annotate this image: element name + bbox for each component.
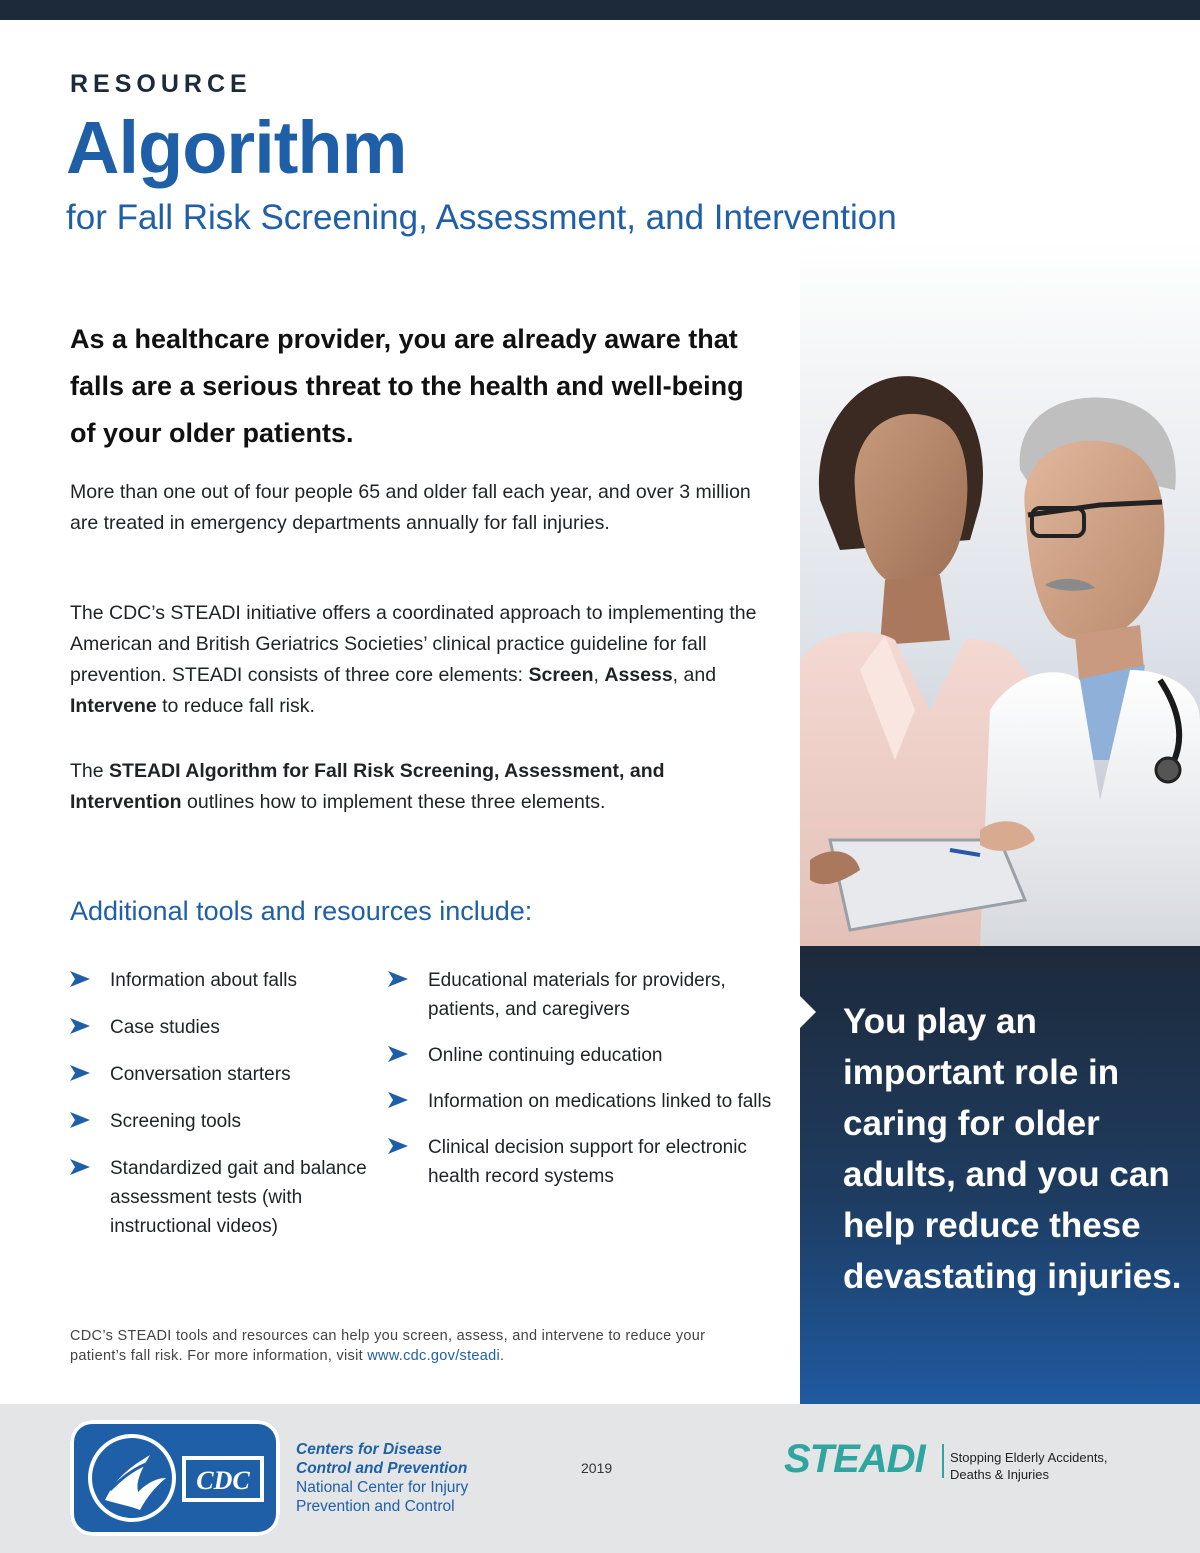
p2-sep-2: , and (672, 664, 717, 686)
list-item (70, 966, 370, 995)
list-item-text: Standardized gait and balance assessment tests (with instructional videos) (110, 1158, 367, 1237)
screen-term: Screen (528, 664, 594, 686)
page-title: Algorithm (66, 106, 407, 189)
quote-text: You play an important role in caring for older adults, and you can help reduce these devastating injuries. (843, 1002, 1182, 1296)
woman-face (855, 414, 968, 588)
page-subtitle: for Fall Risk Screening, Assessment, and Intervention (66, 198, 897, 237)
agency-line-1: Centers for Disease (296, 1441, 442, 1458)
list-item-text: Conversation starters (110, 1064, 291, 1085)
list-item-text: Case studies (110, 1017, 220, 1038)
list-item (388, 1087, 788, 1116)
chevron-right-icon (70, 1112, 90, 1128)
list-item (388, 966, 788, 1024)
list-item-text: Educational materials for providers, patients, and caregivers (428, 970, 726, 1020)
agency-line-4: Prevention and Control (296, 1498, 455, 1515)
footnote (70, 1326, 720, 1366)
list-item-text: Screening tools (110, 1111, 241, 1132)
agency-name (296, 1440, 468, 1516)
steadi-logo-wordmark: STEADI (784, 1437, 925, 1481)
statistics-paragraph: More than one out of four people 65 and older fall each year, and over 3 million are treated in emergency departments annually for fall injuries. (70, 481, 751, 534)
agency-line-2: Control and Prevention (296, 1460, 468, 1477)
tools-list-left (70, 966, 370, 1259)
tools-heading: Additional tools and resources include: (70, 896, 533, 926)
providers-photo (800, 240, 1200, 946)
chevron-right-icon (70, 971, 90, 987)
steadi-tagline: Stopping Elderly Accidents, Deaths & Injuries (950, 1450, 1108, 1482)
agency-line-3: National Center for Injury (296, 1479, 469, 1496)
cdc-badge-text: CDC (196, 1466, 250, 1495)
top-bar (0, 0, 1200, 20)
p2-text-end: to reduce fall risk. (156, 695, 315, 717)
steadi-divider (942, 1444, 944, 1478)
p2-sep-1: , (593, 664, 605, 686)
chevron-right-icon (70, 1065, 90, 1081)
quote-notch (800, 996, 816, 1028)
algorithm-name: STEADI Algorithm for Fall Risk Screening, Assessment, and Intervention (70, 760, 665, 813)
tools-list-right (388, 966, 788, 1208)
p3-text-end: outlines how to implement these three elements. (181, 791, 606, 813)
list-item (70, 1013, 370, 1042)
list-item-text: Information on medications linked to falls (428, 1091, 772, 1112)
man-face (1024, 441, 1164, 641)
intervene-term: Intervene (70, 695, 157, 717)
p3-text-start: The (70, 760, 110, 782)
lead-paragraph: As a healthcare provider, you are already aware that falls are a serious threat to the health and well-being of your older patients. (70, 324, 744, 448)
list-item (70, 1154, 370, 1241)
steadi-link[interactable]: www.cdc.gov/steadi (367, 1348, 501, 1364)
list-item-text: Clinical decision support for electronic health record systems (428, 1137, 747, 1187)
footnote-text: CDC’s STEADI tools and resources can help you screen, assess, and intervene to reduce your patient’s fall risk. For more information, visit (70, 1328, 706, 1364)
footnote-end: . (500, 1348, 505, 1364)
list-item (70, 1060, 370, 1089)
steadi-initiative-paragraph (70, 598, 770, 722)
list-item (388, 1133, 788, 1191)
list-item (70, 1107, 370, 1136)
algorithm-paragraph (70, 756, 770, 818)
list-item-text: Online continuing education (428, 1045, 663, 1066)
publication-year: 2019 (581, 1460, 613, 1476)
chevron-right-icon (70, 1018, 90, 1034)
list-item (388, 1041, 788, 1070)
assess-term: Assess (604, 664, 673, 686)
hhs-emblem-icon (105, 1455, 166, 1510)
hhs-cdc-logo (70, 1420, 280, 1536)
chevron-right-icon (388, 1092, 408, 1108)
kicker-label: RESOURCE (70, 70, 252, 98)
woman-neck (880, 575, 950, 645)
list-item-text: Information about falls (110, 970, 297, 991)
chevron-right-icon (388, 1138, 408, 1154)
chevron-right-icon (388, 1046, 408, 1062)
p2-text-start: The CDC’s STEADI initiative offers a coordinated approach to implementing the American and British Geriatrics Societies’ clinical practice guideline for fall prevention. STEADI consists of three core elements: (70, 602, 757, 686)
chevron-right-icon (388, 971, 408, 987)
chevron-right-icon (70, 1159, 90, 1175)
